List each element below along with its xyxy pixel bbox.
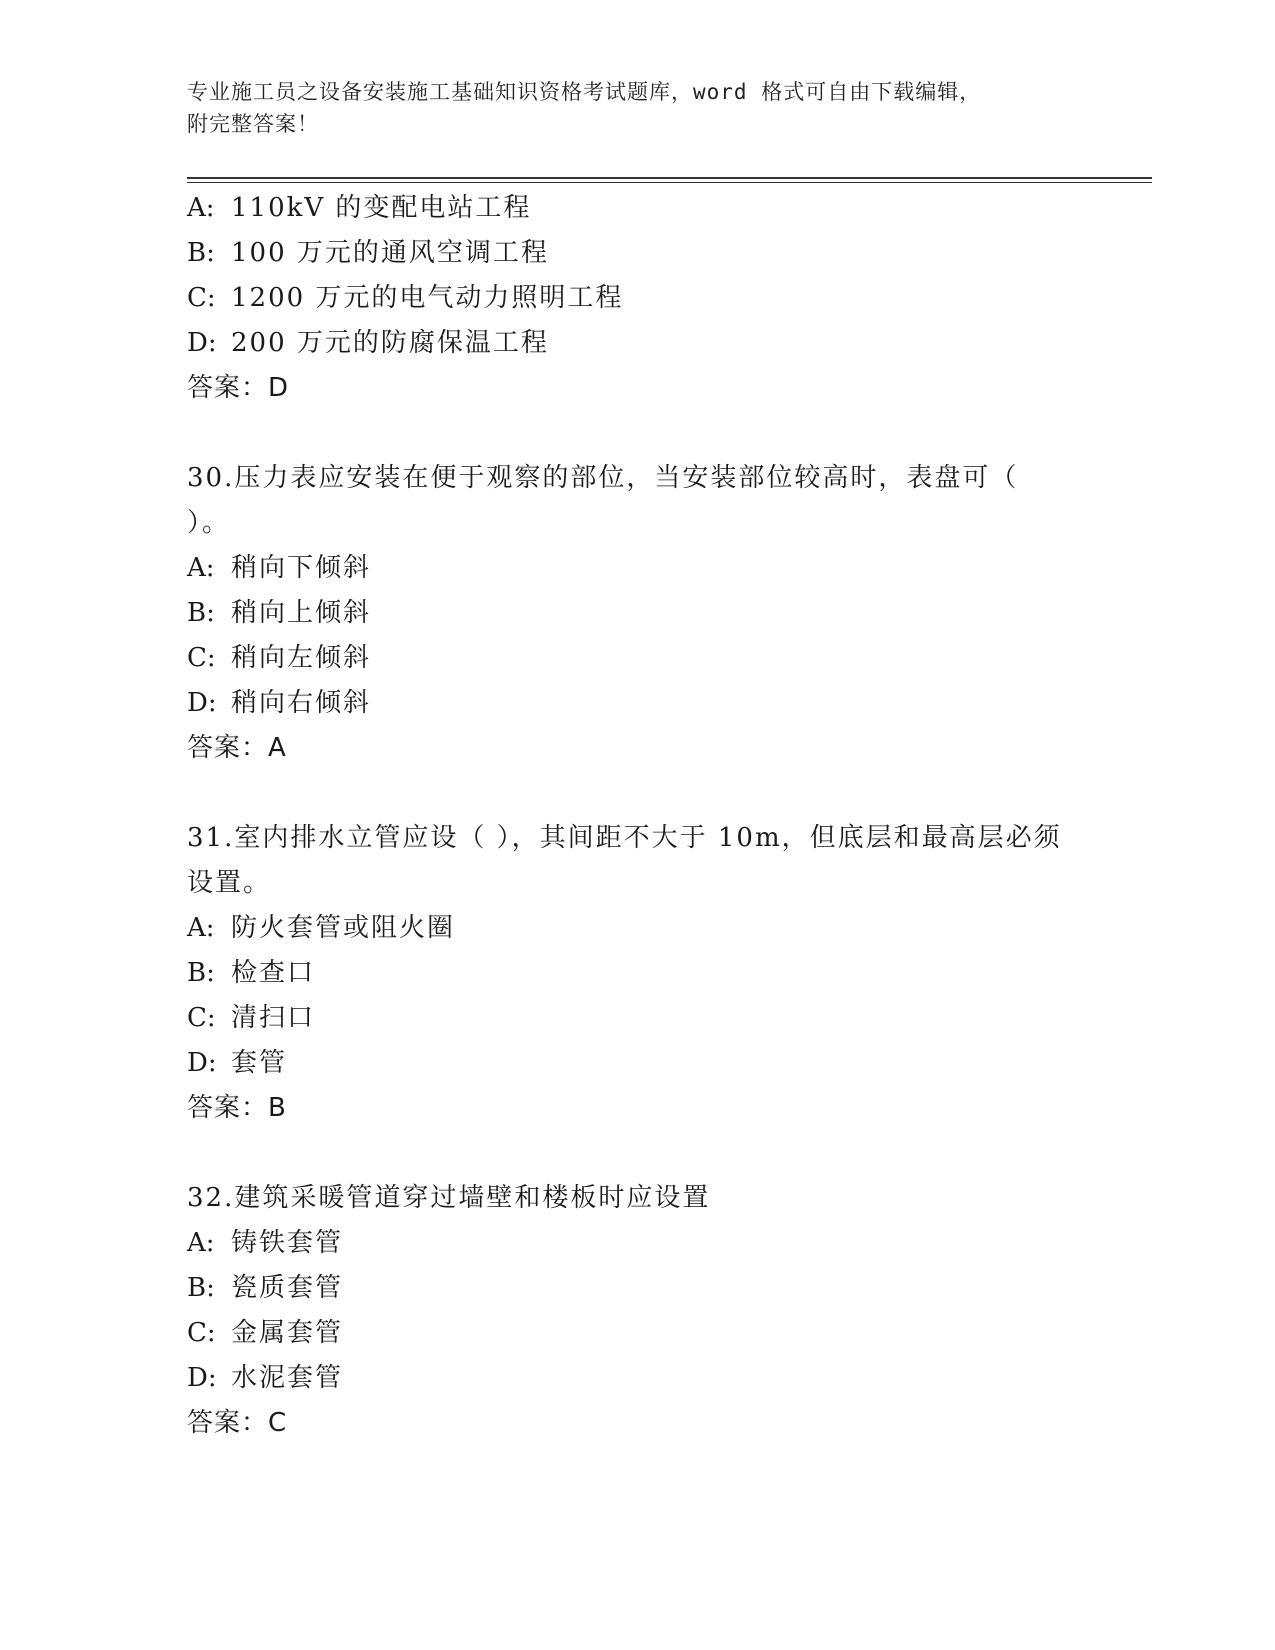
q29-option-a bbox=[187, 186, 531, 231]
q32-answer: 答案：C bbox=[187, 1408, 288, 1438]
option-text: 水泥套管 bbox=[231, 1363, 344, 1393]
q29-option-c bbox=[187, 276, 623, 321]
q32-stem-line-1: 32.建筑采暖管道穿过墙壁和楼板时应设置 bbox=[187, 1183, 711, 1213]
option-text: 铸铁套管 bbox=[231, 1228, 344, 1258]
q32-option-a bbox=[187, 1221, 343, 1266]
option-label: C: bbox=[187, 1318, 216, 1348]
document-header bbox=[187, 76, 1087, 140]
q29-option-b bbox=[187, 231, 549, 276]
option-text: 100 万元的通风空调工程 bbox=[231, 238, 549, 268]
option-text: 清扫口 bbox=[231, 1003, 316, 1033]
q31-option-b bbox=[187, 951, 315, 996]
q31-option-c bbox=[187, 996, 315, 1041]
option-text: 防火套管或阻火圈 bbox=[231, 913, 456, 943]
q30-option-d bbox=[187, 681, 371, 726]
option-text: 稍向下倾斜 bbox=[231, 553, 372, 583]
header-line-2: 附完整答案！ bbox=[187, 112, 319, 136]
q31-answer: 答案：B bbox=[187, 1093, 287, 1123]
q29-answer: 答案：D bbox=[187, 373, 290, 403]
q31-stem-line-2: 设置。 bbox=[187, 868, 272, 898]
q31-stem-line-1: 31.室内排水立管应设（ ），其间距不大于 10m，但底层和最高层必须 bbox=[187, 823, 1062, 853]
option-label: D: bbox=[187, 688, 217, 718]
option-label: C: bbox=[187, 1003, 216, 1033]
option-label: D: bbox=[187, 1363, 217, 1393]
q29-option-d bbox=[187, 321, 549, 366]
q30-answer: 答案：A bbox=[187, 733, 287, 763]
option-label: A: bbox=[187, 913, 215, 943]
header-rule-thin bbox=[187, 182, 1152, 183]
option-label: C: bbox=[187, 643, 216, 673]
option-label: B: bbox=[187, 598, 215, 628]
option-text: 110kV 的变配电站工程 bbox=[231, 193, 532, 223]
q31-option-d bbox=[187, 1041, 287, 1086]
option-label: D: bbox=[187, 328, 217, 358]
option-text: 稍向左倾斜 bbox=[231, 643, 372, 673]
option-label: A: bbox=[187, 193, 215, 223]
option-text: 200 万元的防腐保温工程 bbox=[231, 328, 549, 358]
header-line-1: 专业施工员之设备安装施工基础知识资格考试题库，word 格式可自由下载编辑， bbox=[187, 80, 982, 104]
q30-option-a bbox=[187, 546, 371, 591]
option-text: 1200 万元的电气动力照明工程 bbox=[231, 283, 624, 313]
q32-option-d bbox=[187, 1356, 343, 1401]
q30-option-b bbox=[187, 591, 371, 636]
option-text: 检查口 bbox=[231, 958, 316, 988]
option-label: C: bbox=[187, 283, 216, 313]
option-label: B: bbox=[187, 958, 215, 988]
option-label: B: bbox=[187, 238, 215, 268]
option-label: D: bbox=[187, 1048, 217, 1078]
option-text: 稍向右倾斜 bbox=[231, 688, 372, 718]
q32-option-b bbox=[187, 1266, 343, 1311]
q31-option-a bbox=[187, 906, 455, 951]
option-label: B: bbox=[187, 1273, 215, 1303]
q32-option-c bbox=[187, 1311, 343, 1356]
q30-stem-line-2: ）。 bbox=[187, 508, 231, 538]
option-text: 瓷质套管 bbox=[231, 1273, 344, 1303]
option-label: A: bbox=[187, 1228, 215, 1258]
option-label: A: bbox=[187, 553, 215, 583]
option-text: 套管 bbox=[231, 1048, 288, 1078]
q30-stem-line-1: 30.压力表应安装在便于观察的部位，当安装部位较高时，表盘可（ bbox=[187, 463, 1019, 493]
header-rule-thick bbox=[187, 177, 1152, 179]
option-text: 稍向上倾斜 bbox=[231, 598, 372, 628]
option-text: 金属套管 bbox=[231, 1318, 344, 1348]
q30-option-c bbox=[187, 636, 371, 681]
